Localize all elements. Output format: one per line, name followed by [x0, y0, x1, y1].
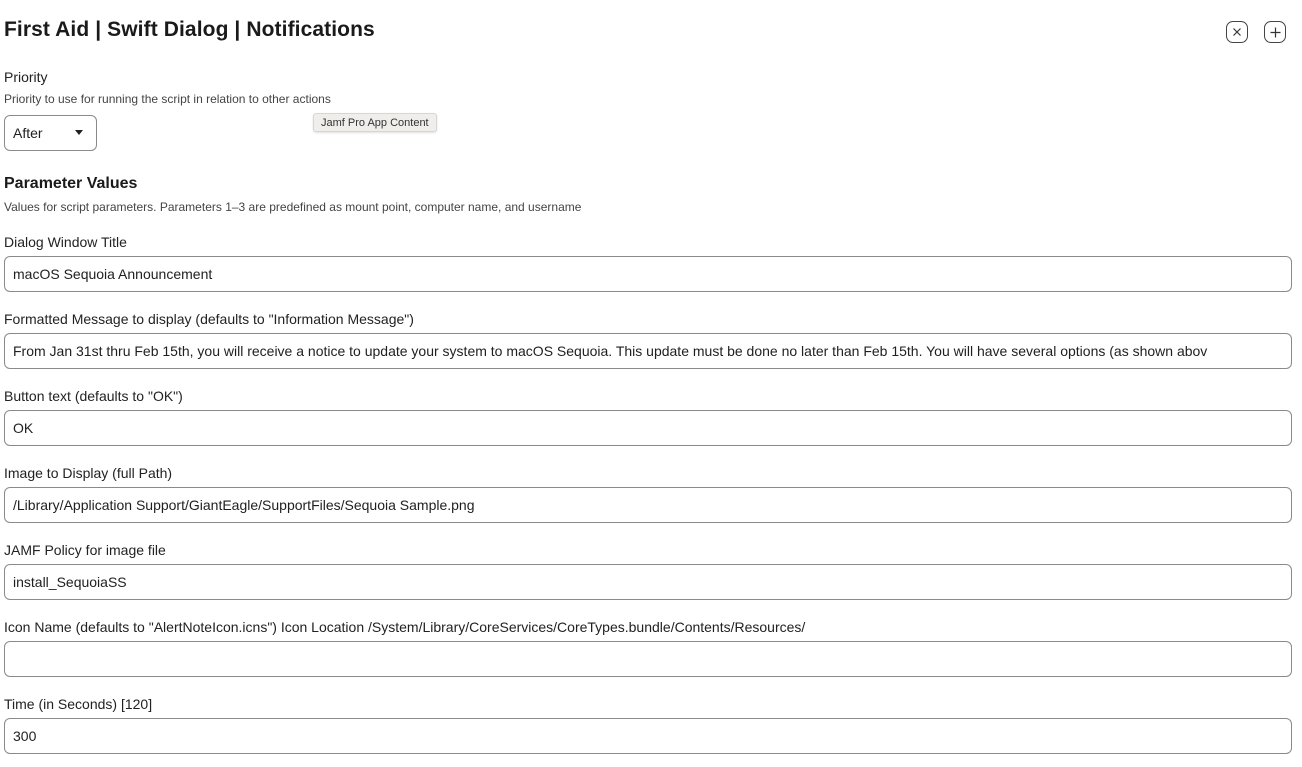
formatted-message-input[interactable]: From Jan 31st thru Feb 15th, you will receive a notice to update your system to macOS Sequoia. This update must be done no later than Feb 15th. You will have several options (as shown abov [4, 333, 1292, 369]
time-seconds-input[interactable]: 300 [4, 718, 1292, 754]
time-seconds-label: Time (in Seconds) [120] [4, 696, 153, 712]
image-path-input[interactable]: /Library/Application Support/GiantEagle/SupportFiles/Sequoia Sample.png [4, 487, 1292, 523]
close-icon [1232, 27, 1242, 37]
dialog-window-title-label: Dialog Window Title [4, 234, 127, 250]
priority-help: Priority to use for running the script in relation to other actions [4, 92, 331, 106]
priority-selected-value: After [13, 125, 43, 141]
panel-title: First Aid | Swift Dialog | Notifications [4, 18, 375, 41]
close-button[interactable] [1226, 21, 1248, 43]
jamf-policy-input[interactable]: install_SequoiaSS [4, 564, 1292, 600]
dialog-window-title-input[interactable]: macOS Sequoia Announcement [4, 256, 1292, 292]
button-text-label: Button text (defaults to "OK") [4, 388, 183, 404]
formatted-message-label: Formatted Message to display (defaults to "Information Message") [4, 311, 414, 327]
parameter-values-help: Values for script parameters. Parameters 1–3 are predefined as mount point, computer name, and username [4, 200, 582, 214]
plus-icon [1270, 27, 1281, 38]
icon-name-label: Icon Name (defaults to "AlertNoteIcon.icns") Icon Location /System/Library/CoreServices/CoreTypes.bundle/Contents/Resources/ [4, 619, 806, 635]
chevron-down-icon [75, 130, 83, 135]
tooltip: Jamf Pro App Content [313, 113, 437, 132]
icon-name-input[interactable] [4, 641, 1292, 677]
add-button[interactable] [1264, 21, 1286, 43]
priority-select[interactable] [4, 115, 97, 151]
parameter-values-heading: Parameter Values [4, 175, 138, 192]
jamf-policy-label: JAMF Policy for image file [4, 542, 166, 558]
priority-label: Priority [4, 69, 48, 85]
button-text-input[interactable]: OK [4, 410, 1292, 446]
image-path-label: Image to Display (full Path) [4, 465, 173, 481]
